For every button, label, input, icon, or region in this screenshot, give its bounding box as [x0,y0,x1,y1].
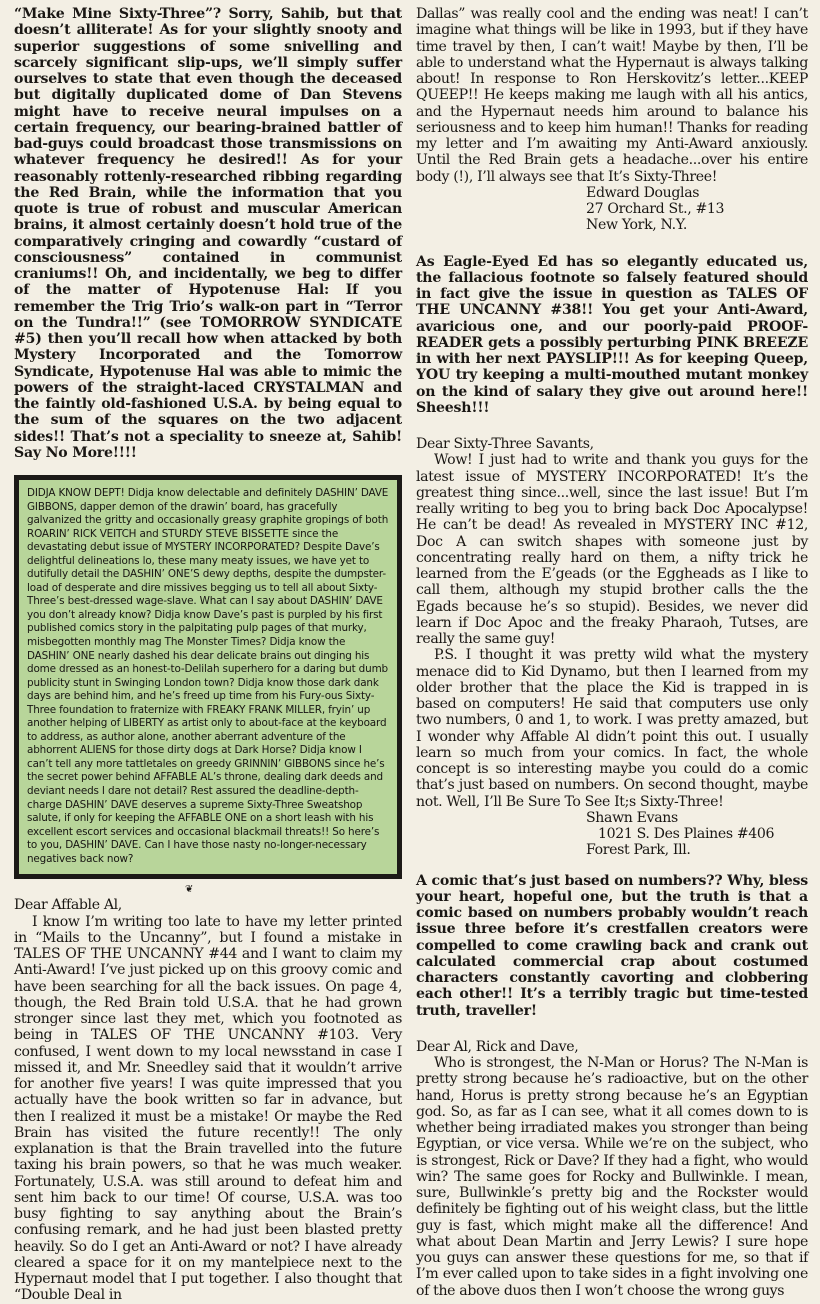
signature-shawn-evans [586,810,808,859]
letter-2-ps: P.S. I thought it was pretty wild what the mystery menace did to Kid Dynamo, but then I learned from my older brother that the place the Kid is trapped in is based on computers! He said that computers use only two numbers, 0 and 1, to work. I was pretty amazed, but I wonder why Affable Al didn’t point this out. I usually learn so much from your comics. In fact, the whole concept is so interesting maybe you could do a comic that’s just based on numbers. On second thought, maybe not. Well, I’ll Be Sure To See It;s Sixty-Three! [416,647,808,810]
didja-know-box-frame [14,475,402,879]
signature-edward-douglas [586,185,808,234]
letter-continued [416,6,808,234]
letter-body: I know I’m writing too late to have my letter printed in “Mails to the Uncanny”, but I found a mistake in TALES OF THE UNCANNY #44 and I want to claim my Anti-Award! I’ve just picked up on this groovy comic and have been searching for all the back issues. On page 4, though, the Red Brain told U.S.A. that he had grown stronger since last they met, which you footnoted as being in TALES OF THE UNCANNY #103. Very confused, I went down to my local newsstand in case I missed it, and Mr. Sneedley said that it wouldn’t arrive for another five years! I was quite impressed that you actually have the book written so far in advance, but then I realized it must be a mistake! Or maybe the Red Brain has visited the future recently!! The only explanation is that the Brain travelled into the future taxing his brain powers, so that he was much weaker. Fortunately, U.S.A. was still around to defeat him and sent him back to our time! Of course, U.S.A. was too busy fighting to say anything about the Brain’s confusing remark, and he had just been blasted pretty heavily. So do I get an Anti-Award or not? I have already cleared a space for it on my mantelpiece next to the Hypernaut model that I put together. I also thought that “Double Deal in [14,913,402,1304]
didja-know-box: DIDJA KNOW DEPT! Didja know delectable and definitely DASHIN’ DAVE GIBBONS, dapper demon of the drawin’ board, has gracefully galvanized the gritty and occasionally greasy graphite gropings of both ROARIN’ RICK VEITCH and STURDY STEVE BISSETTE since the devastating debut issue of MYSTERY INCORPORATED? Despite Dave’s delightful delineations lo, these many meaty issues, we have yet to dutifully detail the DASHIN’ ONE’S dewy depths, despite the dumpster-load of desperate and dire missives begging us to tell all about Sixty-Three’s best-dressed wage-slave. What can I say about DASHIN’ DAVE you don’t already know? Didja know Dave’s past is purpled by his first published comics story in the palpitating pulp pages of that murky, misbegotten monthly mag The Monster Times? Didja know the DASHIN’ ONE nearly dashed his dear delicate brains out dinging his dome dressed as an honest-to-Delilah superhero for a daring but dumb publicity stunt in Swinging London town? Didja know those dark dank days are behind him, and he’s freed up time from his Fury-ous Sixty-Three foundation to fraternize with FREAKY FRANK MILLER, fryin’ up another helping of LIBERTY as artist only to about-face at the keyboard to address, as author alone, another aberrant adventure of the abhorrent ALIENS for those dirty dogs at Dark Horse? Didja know I can’t tell any more tattletales on greedy GRINNIN’ GIBBONS since he’s the secret power behind AFFABLE AL’s throne, dealing dark deeds and deviant needs I dare not detail? Rest assured the deadline-depth-charge DASHIN’ DAVE deserves a supreme Sixty-Three Sweatshop salute, if only for keeping the AFFABLE ONE on a short leash with his excellent escort services and occasional blackmail threats!! So here’s to you, DASHIN’ DAVE. Can I have those nasty no-longer-necessary negatives back now? [19,480,397,874]
signature-address: 1021 S. Des Plaines #406 [598,826,775,842]
letter-3-body: Who is strongest, the N-Man or Horus? The N-Man is pretty strong because he’s radioactive, but on the other hand, Horus is pretty strong because he’s an Egyptian god. So, as far as I can see, what it all comes down to is whether being irradiated makes you stronger than being Egyptian, or vice versa. While we’re on the subject, who is strongest, Rick or Dave? If they had a fight, who would win? The same goes for Rocky and Bullwinkle. I mean, sure, Bullwinkle’s pretty big and the Rockster would definitely be fighting out of his weight class, but the little guy is fast, which might make all the difference! And what about Dean Martin and Jerry Lewis? I sure hope you guys can answer these questions for me, so that if I’m ever called upon to take sides in a fight involving one of the above duos then I won’t choose the wrong guys [416,1055,808,1299]
letter-salutation: Dear Affable Al, [14,897,122,914]
letter-3-salutation: Dear Al, Rick and Dave, [416,1038,579,1055]
signature-address: 27 Orchard St., #13 [586,201,725,217]
letter-sixty-three-savants [416,436,808,859]
editor-reply-2: A comic that’s just based on numbers?? Why, bless your heart, hopeful one, but the truth is that a comic based on numbers probably wouldn’t reach issue three before it’s crestfallen creators were compelled to come crawling back and crank out calculated commercial crap about costumed characters constantly cavorting and clobbering each other!! It’s a terribly tragic but time-tested truth, traveller! [416,872,808,1019]
letter-2-salutation: Dear Sixty-Three Savants, [416,436,594,452]
letter-2-body: Wow! I just had to write and thank you guys for the latest issue of MYSTERY INCORPORATED! It’s the greatest thing since...well, since the last issue! But I’m really writing to beg you to bring back Doc Apocalypse! He can’t be dead! As revealed in MYSTERY INC #12, Doc A can switch shapes with someone just by concentrating really hard on them, a nifty trick he learned from the E’geads (or the Eggheads as I like to call them, although my stupid brother calls the the Egads because he’s so stupid). Besides, we never did learn if Doc Apoc and the freaky Pharaoh, Tutses, are really the same guy! [416,452,808,647]
signature-city: New York, N.Y. [586,217,687,234]
right-column [416,6,808,1299]
letter-affable-al [14,897,402,1303]
signature-name: Edward Douglas [586,184,700,201]
divider-ornament-icon: ❦ [184,884,194,896]
signature-city: Forest Park, Ill. [586,842,691,859]
letter-al-rick-dave [416,1039,808,1299]
letter-continued-body: Dallas” was really cool and the ending was neat! I can’t imagine what things will be like in 1993, but if they have time travel by then, I can’t wait! Maybe by then, I’ll be able to understand what the Hypernaut is always talking about! In response to Ron Herskovitz’s letter...KEEP QUEEP!! He keeps making me laugh with all his antics, and the Hypernaut needs him around to balance his seriousness and to keep him human!! Thanks for reading my letter and I’m awaiting my Anti-Award anxiously. Until the Red Brain gets a headache...over his entire body (!), I’ll always see that It’s Sixty-Three! [416,6,808,185]
editor-reply-1: As Eagle-Eyed Ed has so elegantly educated us, the fallacious footnote so falsely featured should in fact give the issue in question as TALES OF THE UNCANNY #38!! You get your Anti-Award, avaricious one, and our poorly-paid PROOF-READER gets a possibly perturbing PINK BREEZE in with her next PAYSLIP!!! As for keeping Queep, YOU try keeping a multi-mouthed mutant monkey on the kind of salary they give out around here!! Sheesh!!! [416,253,808,416]
editor-reply-top: “Make Mine Sixty-Three”? Sorry, Sahib, but that doesn’t alliterate! As for your slightly snooty and superior suggestions of some snivelling and scarcely significant slip-ups, we’ll simply suffer ourselves to state that even though the deceased but digitally duplicated dome of Dan Stevens might have to receive neural impulses on a certain frequency, our bearing-brained battler of bad-guys could broadcast those transmissions on whatever frequency he desired!! As for your reasonably rottenly-researched ribbing regarding the Red Brain, while the information that you quote is true of robust and muscular American brains, it almost certainly doesn’t hold true of the comparatively cringing and cowardly “custard of consciousness” contained in communist craniums!! Oh, and incidentally, we beg to differ of the matter of Hypotenuse Hal: If you remember the Trig Trio’s walk-on part in “Terror on the Tundra!!” (see TOMORROW SYNDICATE #5) then you’ll recall how when attacked by both Mystery Incorporated and the Tomorrow Syndicate, Hypotenuse Hal was able to mimic the powers of the straight-laced CRYSTALMAN and the faintly old-fashioned U.S.A. by being equal to the sum of the squares on the two adjacent sides!! That’s not a speciality to sneeze at, Sahib! Say No More!!!! [14,6,402,461]
left-column [14,6,402,1304]
signature-name: Shawn Evans [586,809,678,826]
